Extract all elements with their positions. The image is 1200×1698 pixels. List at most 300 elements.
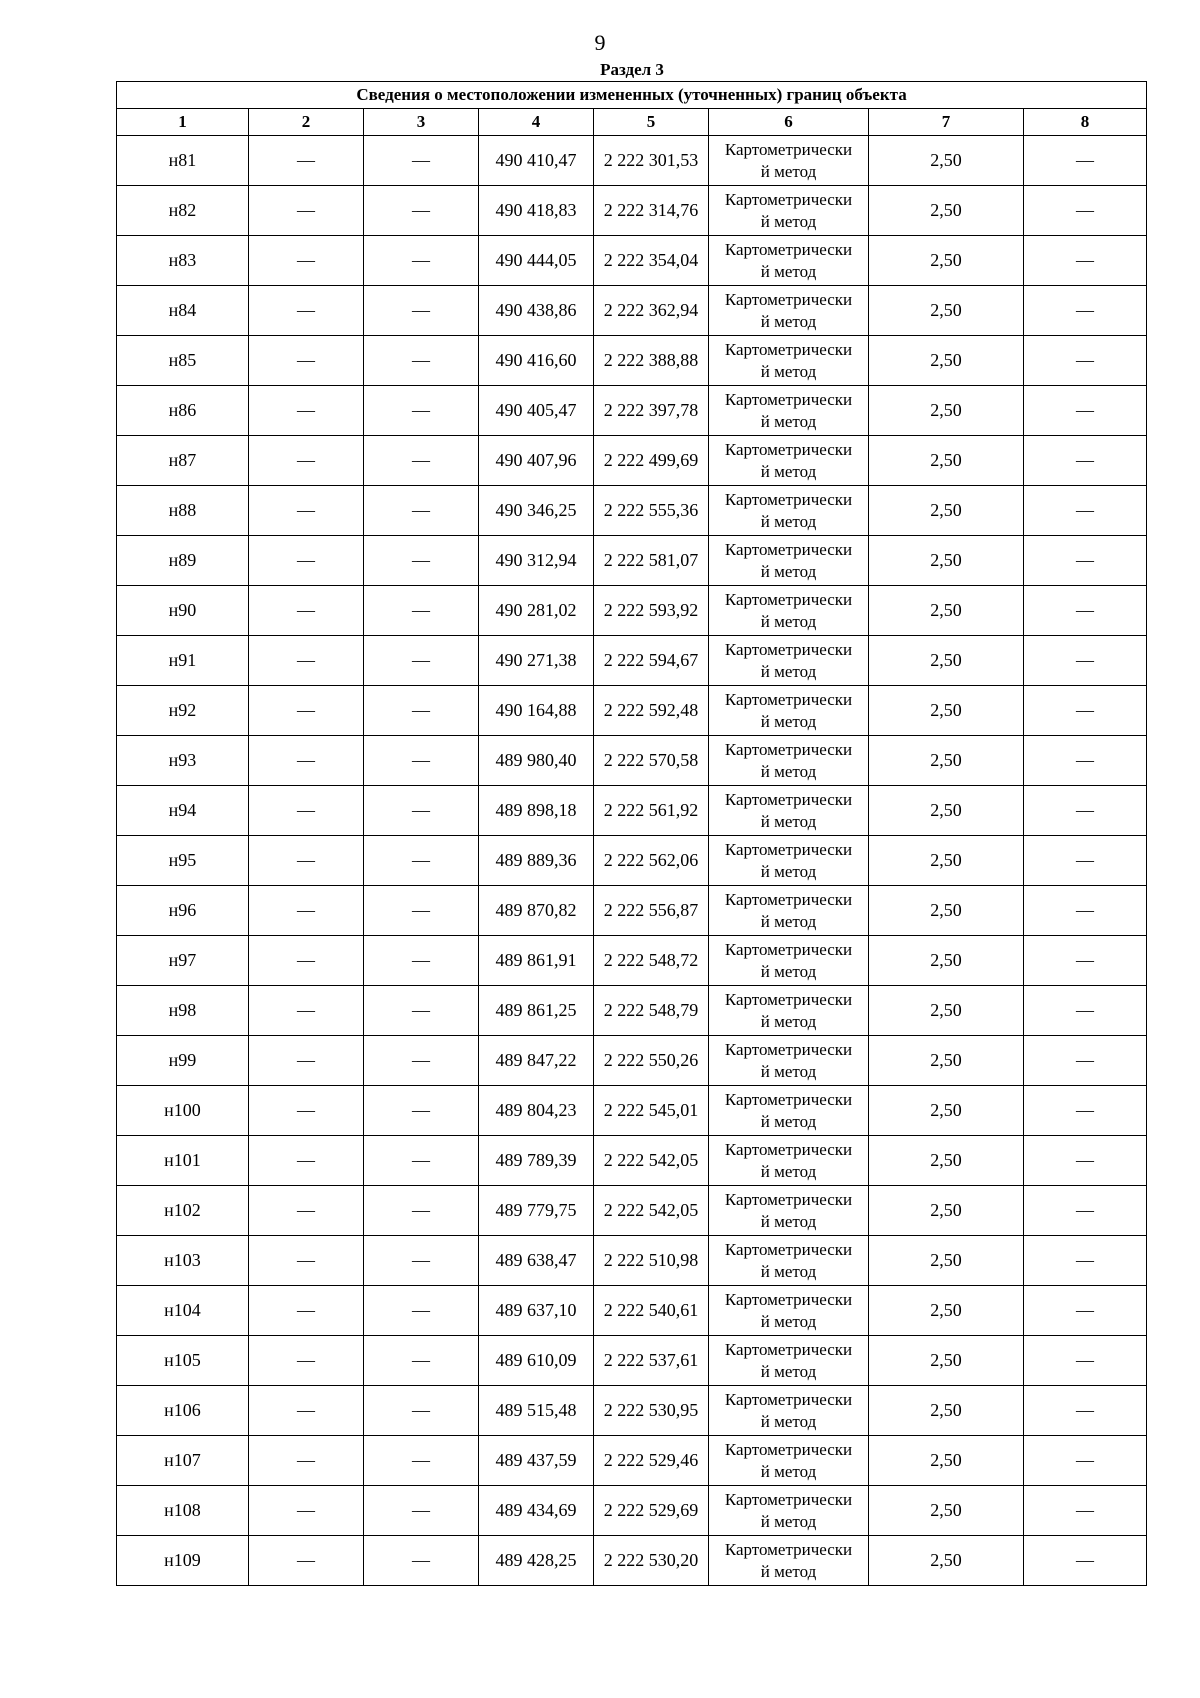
method-cell: [709, 386, 869, 436]
column-8-cell: —: [1024, 586, 1147, 636]
method-cell: [709, 1236, 869, 1286]
method-cell: [709, 1336, 869, 1386]
table-row: [117, 186, 1147, 236]
column-3-cell: —: [364, 186, 479, 236]
x-coordinate-cell: 490 164,88: [479, 686, 594, 736]
x-coordinate-cell: 489 779,75: [479, 1186, 594, 1236]
x-coordinate-cell: 490 281,02: [479, 586, 594, 636]
point-number-cell: н81: [117, 136, 249, 186]
column-3-cell: —: [364, 1536, 479, 1586]
column-8-cell: —: [1024, 836, 1147, 886]
x-coordinate-cell: 490 444,05: [479, 236, 594, 286]
precision-cell: 2,50: [869, 1486, 1024, 1536]
x-coordinate-cell: 490 346,25: [479, 486, 594, 536]
y-coordinate-cell: 2 222 542,05: [594, 1136, 709, 1186]
point-number-cell: н100: [117, 1086, 249, 1136]
precision-cell: 2,50: [869, 436, 1024, 486]
method-line-1: Картометрически: [724, 1339, 853, 1359]
table-row: [117, 886, 1147, 936]
method-line-2: й метод: [760, 1561, 817, 1581]
x-coordinate-cell: 490 312,94: [479, 536, 594, 586]
column-8-cell: —: [1024, 1386, 1147, 1436]
method-line-2: й метод: [760, 1461, 817, 1481]
y-coordinate-cell: 2 222 542,05: [594, 1186, 709, 1236]
y-coordinate-cell: 2 222 548,72: [594, 936, 709, 986]
y-coordinate-cell: 2 222 530,95: [594, 1386, 709, 1436]
column-8-cell: —: [1024, 386, 1147, 436]
method-cell: [709, 1386, 869, 1436]
column-3-cell: —: [364, 536, 479, 586]
table-row: [117, 336, 1147, 386]
boundary-coordinates-table: [116, 81, 1147, 1586]
x-coordinate-cell: 489 804,23: [479, 1086, 594, 1136]
column-8-cell: —: [1024, 1086, 1147, 1136]
column-3-cell: —: [364, 1186, 479, 1236]
x-coordinate-cell: 489 515,48: [479, 1386, 594, 1436]
x-coordinate-cell: 489 637,10: [479, 1286, 594, 1336]
method-cell: [709, 836, 869, 886]
column-8-cell: —: [1024, 436, 1147, 486]
x-coordinate-cell: 490 410,47: [479, 136, 594, 186]
method-line-2: й метод: [760, 1011, 817, 1031]
method-line-1: Картометрически: [724, 1439, 853, 1459]
point-number-cell: н107: [117, 1436, 249, 1486]
precision-cell: 2,50: [869, 1386, 1024, 1436]
table-caption: Сведения о местоположении измененных (уточненных) границ объекта: [117, 82, 1147, 109]
column-2-cell: —: [249, 686, 364, 736]
y-coordinate-cell: 2 222 548,79: [594, 986, 709, 1036]
column-8-cell: —: [1024, 1536, 1147, 1586]
method-line-2: й метод: [760, 1411, 817, 1431]
point-number-cell: н94: [117, 786, 249, 836]
precision-cell: 2,50: [869, 136, 1024, 186]
y-coordinate-cell: 2 222 556,87: [594, 886, 709, 936]
precision-cell: 2,50: [869, 786, 1024, 836]
column-2-cell: —: [249, 936, 364, 986]
x-coordinate-cell: 489 434,69: [479, 1486, 594, 1536]
precision-cell: 2,50: [869, 236, 1024, 286]
table-row: [117, 236, 1147, 286]
x-coordinate-cell: 489 870,82: [479, 886, 594, 936]
x-coordinate-cell: 489 638,47: [479, 1236, 594, 1286]
column-8-cell: —: [1024, 936, 1147, 986]
precision-cell: 2,50: [869, 1236, 1024, 1286]
column-2-cell: —: [249, 1036, 364, 1086]
x-coordinate-cell: 489 789,39: [479, 1136, 594, 1186]
point-number-cell: н109: [117, 1536, 249, 1586]
method-line-1: Картометрически: [724, 639, 853, 659]
column-2-cell: —: [249, 1136, 364, 1186]
point-number-cell: н95: [117, 836, 249, 886]
method-line-2: й метод: [760, 1211, 817, 1231]
column-3-cell: —: [364, 1386, 479, 1436]
column-2-cell: —: [249, 1486, 364, 1536]
x-coordinate-cell: 489 898,18: [479, 786, 594, 836]
column-8-cell: —: [1024, 236, 1147, 286]
x-coordinate-cell: 489 889,36: [479, 836, 594, 886]
precision-cell: 2,50: [869, 736, 1024, 786]
method-line-1: Картометрически: [724, 989, 853, 1009]
column-8-cell: —: [1024, 186, 1147, 236]
method-line-1: Картометрически: [724, 539, 853, 559]
precision-cell: 2,50: [869, 1186, 1024, 1236]
table-row: [117, 1236, 1147, 1286]
x-coordinate-cell: 490 405,47: [479, 386, 594, 436]
method-line-2: й метод: [760, 1261, 817, 1281]
table-row: [117, 1486, 1147, 1536]
point-number-cell: н103: [117, 1236, 249, 1286]
x-coordinate-cell: 489 980,40: [479, 736, 594, 786]
method-cell: [709, 1536, 869, 1586]
y-coordinate-cell: 2 222 540,61: [594, 1286, 709, 1336]
point-number-cell: н83: [117, 236, 249, 286]
x-coordinate-cell: 490 418,83: [479, 186, 594, 236]
column-8-cell: —: [1024, 1436, 1147, 1486]
column-3-cell: —: [364, 986, 479, 1036]
column-3-cell: —: [364, 1436, 479, 1486]
method-line-2: й метод: [760, 1061, 817, 1081]
method-line-1: Картометрически: [724, 939, 853, 959]
method-line-2: й метод: [760, 761, 817, 781]
method-line-1: Картометрически: [724, 1189, 853, 1209]
method-cell: [709, 736, 869, 786]
y-coordinate-cell: 2 222 388,88: [594, 336, 709, 386]
table-row: [117, 136, 1147, 186]
precision-cell: 2,50: [869, 686, 1024, 736]
y-coordinate-cell: 2 222 592,48: [594, 686, 709, 736]
column-2-cell: —: [249, 436, 364, 486]
column-2-cell: —: [249, 536, 364, 586]
column-2-cell: —: [249, 736, 364, 786]
column-3-cell: —: [364, 236, 479, 286]
column-8-cell: —: [1024, 686, 1147, 736]
method-line-2: й метод: [760, 861, 817, 881]
method-line-1: Картометрически: [724, 239, 853, 259]
column-header: 2: [249, 109, 364, 136]
method-cell: [709, 136, 869, 186]
column-8-cell: —: [1024, 486, 1147, 536]
y-coordinate-cell: 2 222 593,92: [594, 586, 709, 636]
point-number-cell: н97: [117, 936, 249, 986]
column-2-cell: —: [249, 336, 364, 386]
point-number-cell: н108: [117, 1486, 249, 1536]
x-coordinate-cell: 489 428,25: [479, 1536, 594, 1586]
column-3-cell: —: [364, 1136, 479, 1186]
x-coordinate-cell: 489 847,22: [479, 1036, 594, 1086]
column-2-cell: —: [249, 136, 364, 186]
method-line-2: й метод: [760, 911, 817, 931]
precision-cell: 2,50: [869, 1436, 1024, 1486]
column-3-cell: —: [364, 836, 479, 886]
method-line-1: Картометрически: [724, 1089, 853, 1109]
table-row: [117, 1386, 1147, 1436]
precision-cell: 2,50: [869, 1086, 1024, 1136]
column-3-cell: —: [364, 286, 479, 336]
method-line-1: Картометрически: [724, 889, 853, 909]
column-8-cell: —: [1024, 1336, 1147, 1386]
table-row: [117, 1136, 1147, 1186]
table-row: [117, 686, 1147, 736]
point-number-cell: н82: [117, 186, 249, 236]
y-coordinate-cell: 2 222 354,04: [594, 236, 709, 286]
y-coordinate-cell: 2 222 510,98: [594, 1236, 709, 1286]
precision-cell: 2,50: [869, 836, 1024, 886]
column-3-cell: —: [364, 936, 479, 986]
point-number-cell: н99: [117, 1036, 249, 1086]
column-8-cell: —: [1024, 136, 1147, 186]
x-coordinate-cell: 490 271,38: [479, 636, 594, 686]
column-2-cell: —: [249, 1336, 364, 1386]
method-line-2: й метод: [760, 461, 817, 481]
column-header: 4: [479, 109, 594, 136]
column-8-cell: —: [1024, 736, 1147, 786]
x-coordinate-cell: 489 437,59: [479, 1436, 594, 1486]
y-coordinate-cell: 2 222 529,46: [594, 1436, 709, 1486]
column-header: 3: [364, 109, 479, 136]
column-8-cell: —: [1024, 1286, 1147, 1336]
method-line-1: Картометрически: [724, 689, 853, 709]
column-8-cell: —: [1024, 1486, 1147, 1536]
method-line-1: Картометрически: [724, 1489, 853, 1509]
y-coordinate-cell: 2 222 499,69: [594, 436, 709, 486]
y-coordinate-cell: 2 222 562,06: [594, 836, 709, 886]
precision-cell: 2,50: [869, 1536, 1024, 1586]
y-coordinate-cell: 2 222 529,69: [594, 1486, 709, 1536]
column-3-cell: —: [364, 1236, 479, 1286]
page-number: 9: [594, 30, 606, 55]
column-3-cell: —: [364, 686, 479, 736]
method-cell: [709, 886, 869, 936]
method-cell: [709, 486, 869, 536]
column-header: 7: [869, 109, 1024, 136]
y-coordinate-cell: 2 222 594,67: [594, 636, 709, 686]
method-cell: [709, 1086, 869, 1136]
table-row: [117, 1086, 1147, 1136]
y-coordinate-cell: 2 222 314,76: [594, 186, 709, 236]
x-coordinate-cell: 490 416,60: [479, 336, 594, 386]
method-line-1: Картометрически: [724, 1039, 853, 1059]
column-3-cell: —: [364, 386, 479, 436]
method-line-2: й метод: [760, 311, 817, 331]
column-3-cell: —: [364, 736, 479, 786]
method-line-2: й метод: [760, 511, 817, 531]
x-coordinate-cell: 489 610,09: [479, 1336, 594, 1386]
precision-cell: 2,50: [869, 1036, 1024, 1086]
point-number-cell: н101: [117, 1136, 249, 1186]
section-title: Раздел 3: [600, 60, 664, 79]
table-row: [117, 1286, 1147, 1336]
table-row: [117, 1336, 1147, 1386]
method-line-1: Картометрически: [724, 589, 853, 609]
column-3-cell: —: [364, 636, 479, 686]
method-line-1: Картометрически: [724, 489, 853, 509]
precision-cell: 2,50: [869, 586, 1024, 636]
method-line-1: Картометрически: [724, 1239, 853, 1259]
point-number-cell: н93: [117, 736, 249, 786]
method-line-2: й метод: [760, 161, 817, 181]
table-caption-row: [117, 82, 1147, 109]
table-row: [117, 1036, 1147, 1086]
column-3-cell: —: [364, 136, 479, 186]
table-row: [117, 986, 1147, 1036]
precision-cell: 2,50: [869, 536, 1024, 586]
column-2-cell: —: [249, 1536, 364, 1586]
precision-cell: 2,50: [869, 386, 1024, 436]
method-cell: [709, 986, 869, 1036]
method-line-1: Картометрически: [724, 1289, 853, 1309]
table-row: [117, 536, 1147, 586]
method-line-1: Картометрически: [724, 1139, 853, 1159]
point-number-cell: н96: [117, 886, 249, 936]
method-line-2: й метод: [760, 1311, 817, 1331]
table-row: [117, 486, 1147, 536]
method-cell: [709, 436, 869, 486]
column-3-cell: —: [364, 1086, 479, 1136]
method-line-1: Картометрически: [724, 439, 853, 459]
method-line-2: й метод: [760, 561, 817, 581]
x-coordinate-cell: 490 407,96: [479, 436, 594, 486]
precision-cell: 2,50: [869, 936, 1024, 986]
point-number-cell: н85: [117, 336, 249, 386]
precision-cell: 2,50: [869, 1336, 1024, 1386]
column-2-cell: —: [249, 636, 364, 686]
column-8-cell: —: [1024, 786, 1147, 836]
method-line-1: Картометрически: [724, 389, 853, 409]
column-3-cell: —: [364, 786, 479, 836]
table-header-row: [117, 109, 1147, 136]
column-2-cell: —: [249, 236, 364, 286]
method-line-2: й метод: [760, 261, 817, 281]
column-2-cell: —: [249, 1186, 364, 1236]
point-number-cell: н98: [117, 986, 249, 1036]
column-8-cell: —: [1024, 636, 1147, 686]
column-2-cell: —: [249, 1436, 364, 1486]
y-coordinate-cell: 2 222 362,94: [594, 286, 709, 336]
point-number-cell: н104: [117, 1286, 249, 1336]
column-2-cell: —: [249, 386, 364, 436]
method-line-1: Картометрически: [724, 289, 853, 309]
method-cell: [709, 686, 869, 736]
column-header: 1: [117, 109, 249, 136]
column-3-cell: —: [364, 436, 479, 486]
column-8-cell: —: [1024, 1136, 1147, 1186]
method-line-2: й метод: [760, 1161, 817, 1181]
x-coordinate-cell: 489 861,91: [479, 936, 594, 986]
table-row: [117, 1436, 1147, 1486]
column-header: 8: [1024, 109, 1147, 136]
method-line-2: й метод: [760, 361, 817, 381]
method-cell: [709, 286, 869, 336]
y-coordinate-cell: 2 222 550,26: [594, 1036, 709, 1086]
method-line-2: й метод: [760, 711, 817, 731]
method-line-2: й метод: [760, 811, 817, 831]
method-cell: [709, 186, 869, 236]
method-line-2: й метод: [760, 611, 817, 631]
column-2-cell: —: [249, 1286, 364, 1336]
method-line-2: й метод: [760, 661, 817, 681]
column-2-cell: —: [249, 886, 364, 936]
column-2-cell: —: [249, 786, 364, 836]
precision-cell: 2,50: [869, 186, 1024, 236]
point-number-cell: н102: [117, 1186, 249, 1236]
method-line-1: Картометрически: [724, 839, 853, 859]
method-cell: [709, 236, 869, 286]
point-number-cell: н87: [117, 436, 249, 486]
column-2-cell: —: [249, 836, 364, 886]
point-number-cell: н106: [117, 1386, 249, 1436]
method-line-2: й метод: [760, 1361, 817, 1381]
table-row: [117, 286, 1147, 336]
column-2-cell: —: [249, 186, 364, 236]
table-row: [117, 386, 1147, 436]
table-row: [117, 786, 1147, 836]
method-cell: [709, 536, 869, 586]
precision-cell: 2,50: [869, 1286, 1024, 1336]
method-line-1: Картометрически: [724, 189, 853, 209]
column-8-cell: —: [1024, 886, 1147, 936]
column-3-cell: —: [364, 486, 479, 536]
y-coordinate-cell: 2 222 301,53: [594, 136, 709, 186]
method-line-1: Картометрически: [724, 1389, 853, 1409]
precision-cell: 2,50: [869, 986, 1024, 1036]
column-8-cell: —: [1024, 986, 1147, 1036]
point-number-cell: н88: [117, 486, 249, 536]
point-number-cell: н89: [117, 536, 249, 586]
precision-cell: 2,50: [869, 336, 1024, 386]
x-coordinate-cell: 490 438,86: [479, 286, 594, 336]
table-row: [117, 1536, 1147, 1586]
method-cell: [709, 1136, 869, 1186]
method-line-1: Картометрически: [724, 1539, 853, 1559]
precision-cell: 2,50: [869, 486, 1024, 536]
column-2-cell: —: [249, 1086, 364, 1136]
table-row: [117, 586, 1147, 636]
method-line-2: й метод: [760, 1511, 817, 1531]
precision-cell: 2,50: [869, 886, 1024, 936]
method-cell: [709, 1036, 869, 1086]
method-cell: [709, 786, 869, 836]
column-8-cell: —: [1024, 1236, 1147, 1286]
method-line-2: й метод: [760, 211, 817, 231]
column-2-cell: —: [249, 486, 364, 536]
table-row: [117, 636, 1147, 686]
method-cell: [709, 1186, 869, 1236]
point-number-cell: н90: [117, 586, 249, 636]
column-2-cell: —: [249, 986, 364, 1036]
column-8-cell: —: [1024, 1186, 1147, 1236]
method-line-2: й метод: [760, 1111, 817, 1131]
column-3-cell: —: [364, 1336, 479, 1386]
precision-cell: 2,50: [869, 1136, 1024, 1186]
column-3-cell: —: [364, 336, 479, 386]
table-row: [117, 836, 1147, 886]
column-3-cell: —: [364, 1036, 479, 1086]
y-coordinate-cell: 2 222 530,20: [594, 1536, 709, 1586]
table-row: [117, 736, 1147, 786]
column-3-cell: —: [364, 1286, 479, 1336]
y-coordinate-cell: 2 222 561,92: [594, 786, 709, 836]
column-8-cell: —: [1024, 1036, 1147, 1086]
column-8-cell: —: [1024, 536, 1147, 586]
point-number-cell: н105: [117, 1336, 249, 1386]
column-header: 5: [594, 109, 709, 136]
precision-cell: 2,50: [869, 636, 1024, 686]
point-number-cell: н86: [117, 386, 249, 436]
y-coordinate-cell: 2 222 537,61: [594, 1336, 709, 1386]
column-2-cell: —: [249, 586, 364, 636]
point-number-cell: н92: [117, 686, 249, 736]
table-row: [117, 436, 1147, 486]
